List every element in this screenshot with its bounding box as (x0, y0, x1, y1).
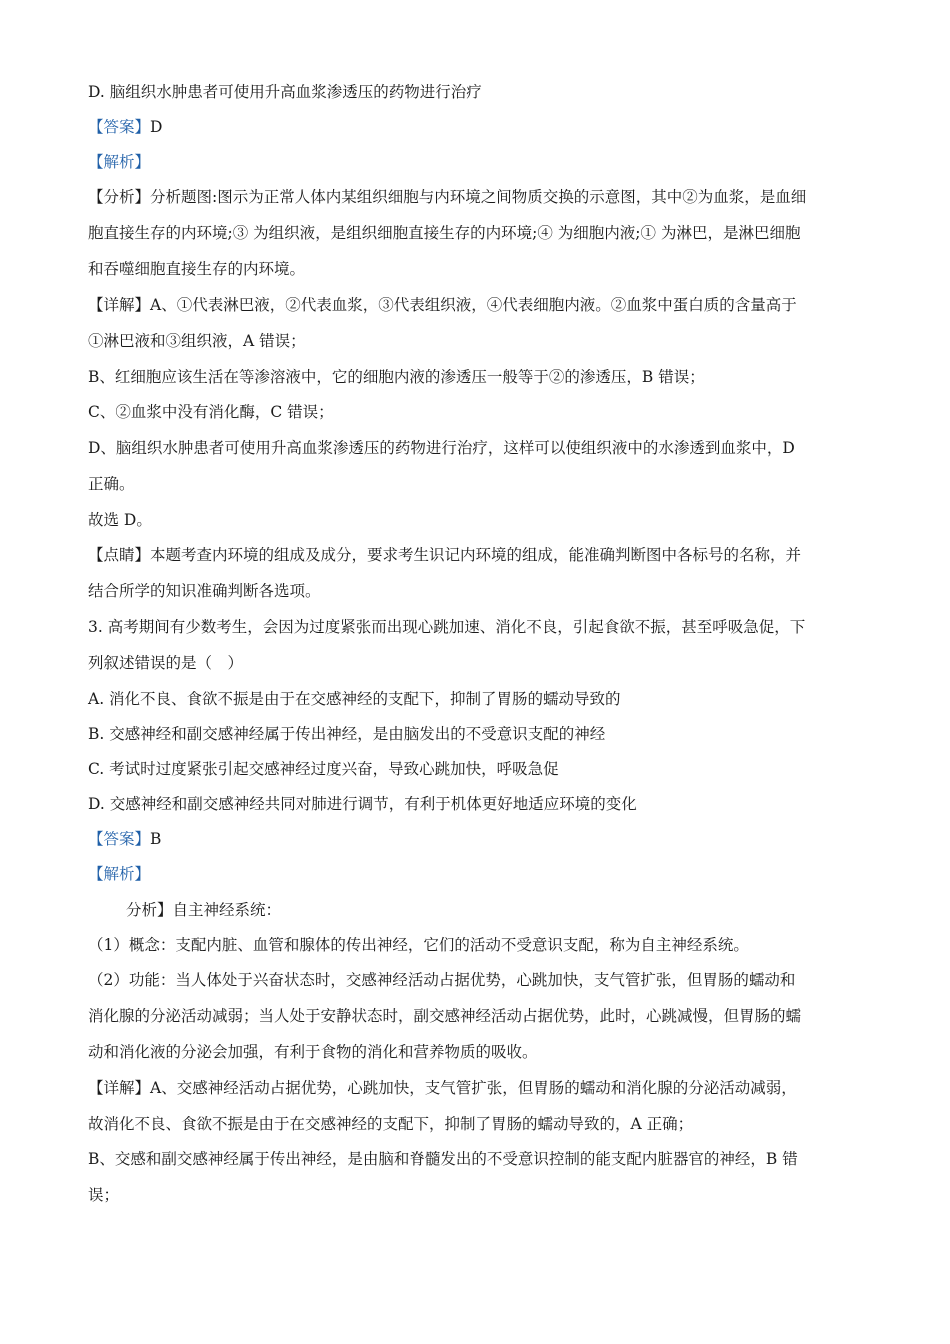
text-line (88, 581, 321, 601)
text-line (88, 689, 621, 709)
text-line (88, 864, 150, 884)
line-text: A. 消化不良、食欲不振是由于在交感神经的支配下，抑制了胃肠的蠕动导致的 (88, 690, 621, 708)
text-line (88, 545, 801, 565)
text-line (126, 900, 281, 920)
text-line (88, 794, 637, 814)
line-text: C、②血浆中没有消化酶，C 错误； (88, 403, 334, 421)
text-line (88, 295, 797, 315)
text-line (88, 438, 795, 458)
line-text: 【点睛】本题考查内环境的组成及成分，要求考生识记内环境的组成，能准确判断图中各标号的名称，并 (88, 546, 802, 564)
text-line (88, 474, 135, 494)
text-line (88, 617, 805, 637)
text-line (88, 510, 152, 530)
line-text: B. 交感神经和副交感神经属于传出神经，是由脑发出的不受意识支配的神经 (88, 725, 606, 743)
line-text: B (150, 830, 162, 848)
line-text: C. 考试时过度紧张引起交感神经过度兴奋，导致心跳加快，呼吸急促 (88, 760, 559, 778)
line-text: 消化腺的分泌活动减弱；当人处于安静状态时，副交感神经活动占据优势，此时，心跳减慢，但胃肠的蠕 (88, 1007, 802, 1025)
line-text: 分析】自主神经系统： (126, 901, 282, 919)
text-line (88, 223, 800, 243)
text-line (88, 1114, 693, 1134)
text-line (88, 331, 306, 351)
line-text: 故选 D。 (88, 511, 152, 529)
section-tag: 【答案】 (88, 830, 151, 848)
line-text: 3. 高考期间有少数考生，会因为过度紧张而出现心跳加速、消化不良，引起食欲不振，甚至呼吸急促，下 (88, 618, 806, 636)
text-line (88, 187, 806, 207)
text-line (88, 935, 749, 955)
section-tag: 【解析】 (88, 153, 151, 171)
line-text: 正确。 (88, 475, 135, 493)
line-text: 胞直接生存的内环境;③ 为组织液，是组织细胞直接生存的内环境;④ 为细胞内液;① 为淋巴，是淋巴细胞 (88, 224, 801, 242)
line-text: （2）功能：当人体处于兴奋状态时，交感神经活动占据优势，心跳加快，支气管扩张，但胃肠的蠕动和 (88, 971, 796, 989)
text-line (88, 759, 559, 779)
line-text: D. 脑组织水肿患者可使用升高血浆渗透压的药物进行治疗 (88, 83, 482, 101)
text-line (88, 829, 161, 849)
line-text: B、红细胞应该生活在等渗溶液中，它的细胞内液的渗透压一般等于②的渗透压，B 错误； (88, 368, 705, 386)
text-line (88, 1149, 798, 1169)
text-line (88, 402, 334, 422)
line-text: 结合所学的知识准确判断各选项。 (88, 582, 321, 600)
text-line (88, 1078, 797, 1098)
line-text: D (150, 118, 163, 136)
text-line (88, 367, 705, 387)
text-line (88, 970, 795, 990)
line-text: 故消化不良、食欲不振是由于在交感神经的支配下，抑制了胃肠的蠕动导致的，A 正确； (88, 1115, 694, 1133)
line-text: 和吞噬细胞直接生存的内环境。 (88, 260, 306, 278)
text-line (88, 117, 162, 137)
line-text: （1）概念：支配内脏、血管和腺体的传出神经，它们的活动不受意识支配，称为自主神经系统。 (88, 936, 749, 954)
section-tag: 【答案】 (88, 118, 151, 136)
text-line (88, 259, 305, 279)
line-text: 【详解】A、交感神经活动占据优势，心跳加快，支气管扩张，但胃肠的蠕动和消化腺的分泌活动减弱， (88, 1079, 797, 1097)
line-text: D、脑组织水肿患者可使用升高血浆渗透压的药物进行治疗，这样可以使组织液中的水渗透到血浆中，D (88, 439, 795, 457)
line-text: 【分析】分析题图:图示为正常人体内某组织细胞与内环境之间物质交换的示意图，其中②为血浆，是血细 (88, 188, 807, 206)
text-line (88, 1042, 538, 1062)
text-line (88, 1185, 119, 1205)
text-line (88, 653, 243, 673)
line-text: 列叙述错误的是（ ） (88, 654, 244, 672)
line-text: B、交感和副交感神经属于传出神经，是由脑和脊髓发出的不受意识控制的能支配内脏器官的神经，B 错 (88, 1150, 798, 1168)
line-text: 【详解】A、①代表淋巴液，②代表血浆，③代表组织液，④代表细胞内液。②血浆中蛋白质的含量高于 (88, 296, 797, 314)
section-tag: 【解析】 (88, 865, 151, 883)
line-text: 误； (88, 1186, 120, 1204)
line-text: D. 交感神经和副交感神经共同对肺进行调节，有利于机体更好地适应环境的变化 (88, 795, 637, 813)
text-line (88, 1006, 801, 1026)
line-text: 动和消化液的分泌会加强，有利于食物的消化和营养物质的吸收。 (88, 1043, 538, 1061)
text-line (88, 724, 605, 744)
text-line (88, 82, 482, 102)
line-text: ①淋巴液和③组织液，A 错误； (88, 332, 306, 350)
text-line (88, 152, 150, 172)
